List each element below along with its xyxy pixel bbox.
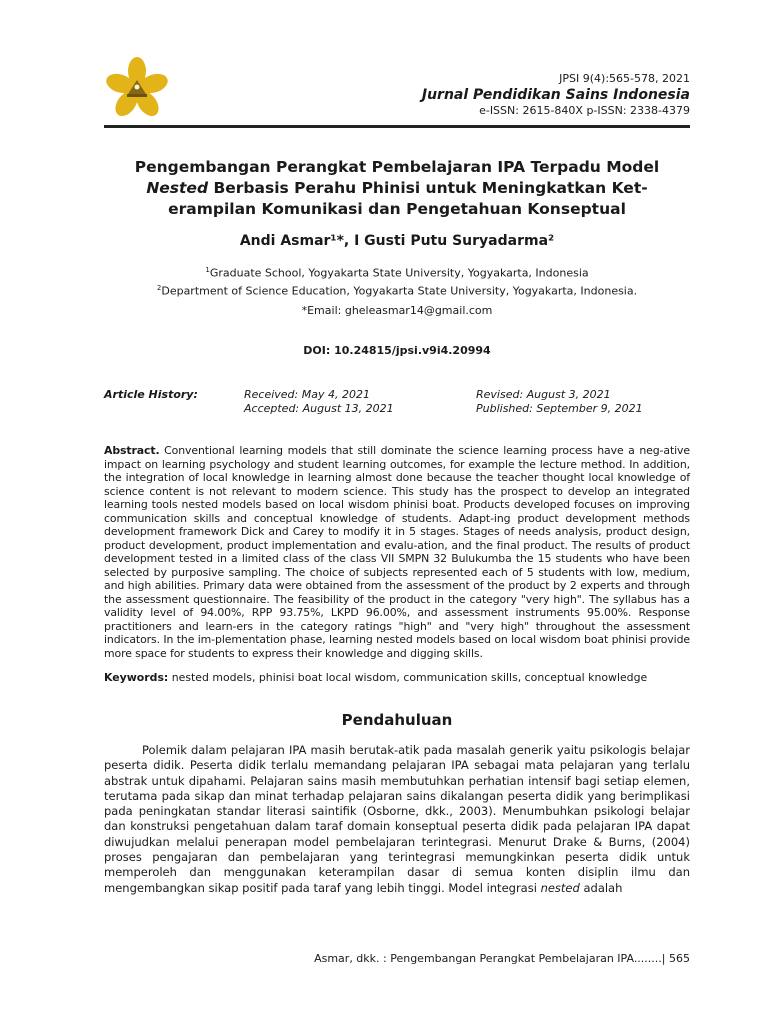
affiliation-2 — [104, 281, 690, 299]
keywords — [104, 671, 690, 685]
abstract-text: Conventional learning models that still dominate the science learning process have a neg-ative impact on learning psychology and student learning outcomes, for example the lecture method. In addition, the integration of local knowledge in learning almost done because the teacher thought local knowledge of science content is not relevant to modern science. This study has the prospect to develop an integrated learning tools nested models based on local wisdom phinisi boat. Products developed focuses on improving communication skills and conceptual knowledge of students. Adapt-ing product development methods development framework Dick and Carey to modify it in 5 stages. Stages of needs analysis, product design, product development, product implementation and evalu-ation, and the final product. The results of product development tested in a limited class of the class VII SMPN 32 Bulukumba the 15 students who have been selected by purposive sampling. The choice of subjects represented each of 5 students with low, medium, and high abilities. Primary data were obtained from the assessment of the product by 2 experts and through the assessment questionnaire. The feasibility of the product in the category "very high". The syllabus has a validity level of 94.00%, RPP 93.75%, LKPD 96.00%, and assessment instruments 95.00%. Response practitioners and learn-ers in the category ratings "high" and "very high" throughout the assessment indicators. In the im-plementation phase, learning nested models based on local wisdom boat phinisi provide more space for students to express their knowledge and digging skills. — [104, 444, 690, 660]
body-paragraph — [104, 743, 690, 896]
paper-title — [104, 157, 690, 220]
paragraph-text: Polemik dalam pelajaran IPA masih berutak-atik pada masalah generik yaitu psikologis belajar peserta didik. Peserta didik terlalu memandang pelajaran IPA sebagai mata pelajaran yang terlalu abstrak untuk dipahami. Pelajaran sains masih membutuhkan perhatian intensif bagi setiap elemen, terutama pada sikap dan minat terhadap pelajaran sains dikalangan peserta didik yang berimplikasi pada peningkatan standar literasi saintifik (Osborne, dkk., 2003). Menumbuhkan psikologi belajar dan konstruksi pengetahuan dalam taraf domain konseptual peserta didik pada pelajaran IPA dapat diwujudkan melalui penerapan model pembelajaran terintegrasi. Menurut Drake & Burns, (2004) proses pengajaran dan pembelajaran yang terintegrasi memungkinkan peserta didik untuk memperoleh dan menggunakan keterampilan dasar di semua konten disiplin ilmu dan mengembangkan sikap positif pada taraf yang lebih tinggi. Model integrasi — [104, 743, 690, 895]
title-line-2: Berbasis Perahu Phinisi untuk Meningkatkan Ket- — [208, 179, 648, 197]
history-col-2 — [476, 388, 643, 416]
title-line-3: erampilan Komunikasi dan Pengetahuan Konseptual — [168, 200, 626, 218]
header-divider — [104, 125, 690, 128]
affiliation-2-mark: 2 — [156, 283, 162, 292]
doi: DOI: 10.24815/jpsi.v9i4.20994 — [303, 344, 491, 357]
paragraph-italic: nested — [540, 880, 580, 895]
affiliation-1 — [104, 263, 690, 281]
received-date: Received: May 4, 2021 — [244, 388, 370, 401]
title-italic: Nested — [146, 179, 209, 197]
page-footer: Asmar, dkk. : Pengembangan Perangkat Pembelajaran IPA........| 565 — [314, 952, 690, 965]
published-date: Published: September 9, 2021 — [476, 402, 643, 415]
article-history-label: Article History: — [104, 388, 198, 401]
revised-date: Revised: August 3, 2021 — [476, 388, 611, 401]
accepted-date: Accepted: August 13, 2021 — [244, 402, 394, 415]
abstract-label: Abstract. — [104, 444, 160, 457]
journal-name: Jurnal Pendidikan Sains Indonesia — [421, 87, 690, 103]
citation: JPSI 9(4):565-578, 2021 — [559, 72, 690, 85]
history-col-1 — [244, 388, 394, 416]
affiliations — [104, 263, 690, 298]
title-line-1: Pengembangan Perangkat Pembelajaran IPA Terpadu Model — [134, 158, 660, 176]
authors: Andi Asmar¹*, I Gusti Putu Suryadarma² — [239, 233, 555, 249]
keywords-label: Keywords: — [104, 671, 169, 684]
abstract — [104, 444, 690, 660]
section-title: Pendahuluan — [341, 711, 453, 729]
affiliation-2-text: Department of Science Education, Yogyakarta State University, Yogyakarta, Indonesia. — [161, 284, 638, 298]
affiliation-1-text: Graduate School, Yogyakarta State University, Yogyakarta, Indonesia — [209, 266, 589, 280]
paragraph-text-end: adalah — [579, 880, 623, 895]
affiliation-1-mark: 1 — [205, 266, 210, 274]
university-emblem-icon — [104, 56, 170, 122]
journal-header — [422, 72, 690, 118]
issn: e-ISSN: 2615-840X p-ISSN: 2338-4379 — [479, 104, 690, 117]
keywords-text: nested models, phinisi boat local wisdom, communication skills, conceptual knowledge — [168, 671, 648, 684]
corresponding-email: *Email: gheleasmar14@gmail.com — [301, 304, 493, 317]
